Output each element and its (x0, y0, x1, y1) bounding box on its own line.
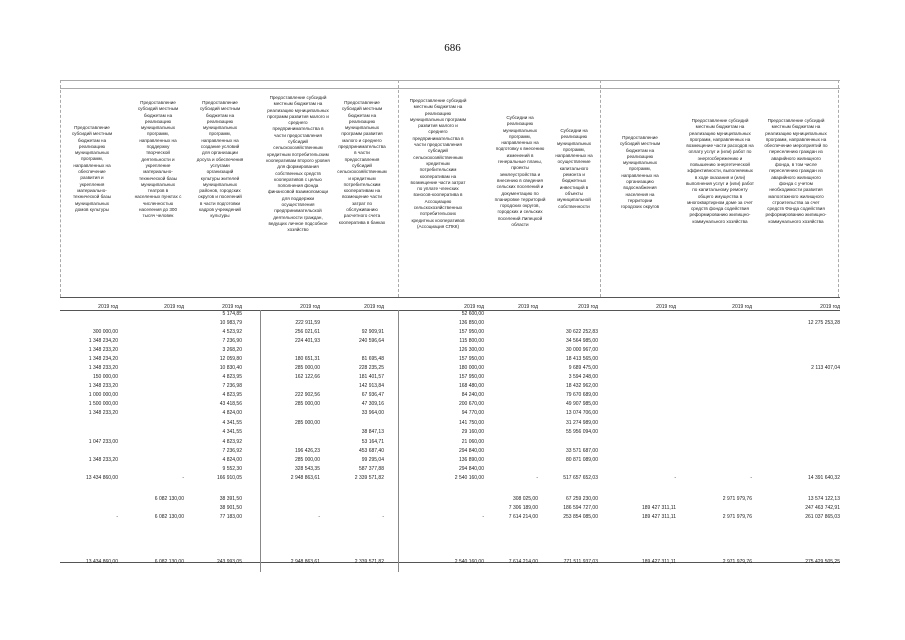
table-cell: 2 948 863,61 (290, 559, 320, 565)
table-cell: 7 614 214,00 (508, 514, 538, 520)
column-separator (398, 310, 399, 572)
table-cell: 162 122,66 (294, 374, 320, 380)
year-label: 2019 год (164, 304, 184, 310)
table-cell: 261 037 865,03 (805, 514, 840, 520)
table-cell: 81 695,48 (361, 356, 384, 362)
table-cell: 141 750,00 (458, 420, 484, 426)
table-cell: 168 480,00 (458, 383, 484, 389)
table-cell: 80 871 089,00 (566, 457, 598, 463)
table-cell: 55 956 094,00 (566, 429, 598, 435)
table-cell: 1 047 233,00 (88, 439, 118, 445)
table-cell: 9 552,30 (222, 466, 242, 472)
year-label: 2019 год (656, 304, 676, 310)
table-cell: - (116, 514, 118, 520)
table-cell: 2 971 979,76 (722, 559, 752, 565)
table-cell: 2 540 160,00 (454, 475, 484, 481)
table-cell: 157 950,00 (458, 329, 484, 335)
year-label: 2019 год (518, 304, 538, 310)
column-header: Предоставление субсидий местным бюджетам на реализацию муниципальных программ, направленных на обеспечение развития и укрепления материально- технической базы муниципальных домов культуры (71, 125, 113, 212)
table-cell: 7 614 214,00 (508, 559, 538, 565)
table-cell: 771 511 937,03 (563, 559, 598, 565)
table-cell: 38 391,50 (219, 496, 242, 502)
table-cell: 2 971 979,76 (722, 514, 752, 520)
table-cell: 3 268,20 (222, 347, 242, 353)
table-cell: 222 911,59 (295, 320, 320, 326)
table-cell: 34 564 985,00 (566, 338, 598, 344)
table-cell: 29 160,00 (461, 429, 484, 435)
table-cell: 285 000,00 (294, 457, 320, 463)
table-cell: 10 830,40 (219, 365, 242, 371)
table-cell: 4 823,92 (222, 439, 242, 445)
table-cell: 18 432 962,00 (566, 383, 598, 389)
table-cell: 13 074 706,00 (566, 410, 598, 416)
table-cell: 115 800,00 (459, 338, 484, 344)
table-cell: 31 274 989,00 (566, 420, 598, 426)
table-cell: - (382, 514, 384, 520)
table-cell: 1 348 234,20 (88, 356, 118, 362)
year-label: 2019 год (578, 304, 598, 310)
table-cell: 256 021,61 (294, 329, 320, 335)
table-cell: 1 348 233,20 (88, 410, 118, 416)
year-label: 2019 год (222, 304, 242, 310)
table-cell: 53 164,71 (361, 439, 384, 445)
table-cell: 136 890,00 (458, 457, 484, 463)
table-cell: 189 427 311,11 (641, 505, 676, 511)
table-cell: 4 824,00 (222, 410, 242, 416)
table-cell: 328 543,35 (294, 466, 320, 472)
table-cell: 4 523,92 (222, 329, 242, 335)
table-cell: 136 850,00 (458, 320, 484, 326)
column-separator (600, 80, 601, 297)
table-cell: 222 902,56 (294, 392, 320, 398)
table-cell: 30 622 252,83 (566, 329, 598, 335)
table-cell: 157 950,00 (458, 356, 484, 362)
column-header: Предоставление субсидий местным бюджетам на реализацию муниципальных программ, направленных на возмещение части расходов на оплату услуг и (или) работ по энергосбережению и повышению энергетической эффективности, выполняемых в ходе оказания и (или) выполнения услуг и (или) работ по капитальному ремонту общего имущества в многоквартирном доме за счет средств фонда содействия реформированию жилищно- коммунального хозяйства (685, 118, 755, 224)
table-cell: 2 971 979,76 (722, 496, 752, 502)
table-cell: 9 689 475,00 (568, 365, 598, 371)
table-cell: 7 306 189,00 (508, 505, 538, 511)
table-cell: 7 236,92 (222, 448, 242, 454)
table-cell: 142 913,84 (358, 383, 384, 389)
table-cell: 33 571 687,00 (566, 448, 598, 454)
table-cell: 294 840,00 (458, 466, 484, 472)
table-cell: 2 339 571,82 (354, 559, 384, 565)
table-cell: - (482, 514, 484, 520)
table-cell: 180 000,00 (458, 365, 484, 371)
column-header: Предоставление субсидий местным бюджетам на реализацию муниципальных программ, направленных на организацию водоснабжения населения на территории городских округов (619, 135, 661, 210)
table-cell: 1 348 234,20 (88, 338, 118, 344)
table-cell: 67 259 230,00 (566, 496, 598, 502)
column-header: Предоставление субсидий местным бюджетам на реализацию муниципальных программ, направленных на обеспечение мероприятий по переселению граждан из аварийного жилищного фонда, в том числе переселению граждан из аварийного жилищного фонда с учетом необходимости развития малоэтажного жилищного строительства за счет средств Фонда содействия реформированию жилищно- коммунального хозяйства (764, 118, 828, 224)
table-cell: - (182, 475, 184, 481)
table-cell: 84 240,00 (461, 392, 484, 398)
table-cell: 196 426,23 (294, 448, 320, 454)
table-cell: 285 000,00 (294, 401, 320, 407)
column-separator (398, 80, 399, 297)
table-cell: 92 909,91 (361, 329, 384, 335)
table-rule (60, 297, 840, 298)
table-cell: 200 670,00 (458, 401, 484, 407)
table-cell: 6 082 130,00 (154, 559, 184, 565)
table-cell: 157 950,00 (458, 374, 484, 380)
table-cell: 4 341,55 (222, 429, 242, 435)
table-cell: 4 341,55 (222, 420, 242, 426)
column-header: Субсидии на реализацию муниципальных программ, направленных на осуществление капитального ремонта и бюджетных инвестиций в объекты муниципальной собственности (555, 128, 593, 209)
year-label: 2019 год (98, 304, 118, 310)
table-cell: - (318, 514, 320, 520)
table-cell: 13 434 860,00 (86, 559, 118, 565)
table-cell: 43 418,56 (219, 401, 242, 407)
table-cell: 14 391 640,32 (808, 475, 840, 481)
table-cell: 517 657 652,03 (563, 475, 598, 481)
table-cell: 150 000,00 (92, 374, 118, 380)
table-cell: 180 651,31 (294, 356, 320, 362)
table-cell: 49 907 985,00 (566, 401, 598, 407)
column-header: Предоставление субсидий местным бюджетам на реализацию муниципальных программ, направленных на поддержку творческой деятельности и укрепление материально- технической базы муниципальных театров в населенных пунктах с численностью населения до 300 тысяч человек (134, 100, 182, 219)
table-cell: 38 901,50 (219, 505, 242, 511)
table-cell: 2 113 407,04 (811, 365, 840, 371)
year-label: 2019 год (820, 304, 840, 310)
table-cell: 275 429 505,25 (805, 559, 840, 565)
column-header: Предоставление субсидий местным бюджетам на реализацию муниципальных программ развития малого и среднего предпринимательства в части предоставления субсидий сельскохозяйственным кредитным потребительским кооперативам на возмещение части затрат по уплате членских взносов-кооператива в Ассоциацию сельскохозяйственных потребительских кредитных кооперативов (Ассоциация СПКК) (409, 98, 467, 229)
table-cell: 38 847,13 (361, 429, 384, 435)
table-cell: 77 183,00 (219, 514, 242, 520)
table-cell: 294 840,00 (458, 448, 484, 454)
table-cell: 3 594 248,00 (568, 374, 598, 380)
table-cell: 7 236,98 (222, 383, 242, 389)
table-cell: 30 000 967,00 (566, 347, 598, 353)
table-cell: 2 948 863,61 (290, 475, 320, 481)
year-label: 2019 год (464, 304, 484, 310)
table-cell: 2 339 571,82 (354, 475, 384, 481)
table-cell: 1 500 000,00 (88, 401, 118, 407)
year-label: 2019 год (364, 304, 384, 310)
table-cell: 587 377,88 (358, 466, 384, 472)
column-separator (838, 80, 839, 297)
page-number: 686 (444, 42, 461, 54)
table-cell: 243 993,05 (216, 559, 242, 565)
table-cell: 1 348 233,20 (88, 347, 118, 353)
table-cell: 52 600,00 (461, 311, 484, 317)
table-cell: 224 401,93 (294, 338, 320, 344)
table-cell: 1 348 233,20 (88, 383, 118, 389)
table-rule (60, 88, 840, 89)
table-cell: 228 235,25 (358, 365, 384, 371)
table-cell: 10 983,79 (219, 320, 242, 326)
table-cell: 285 000,00 (294, 365, 320, 371)
table-cell: 1 348 233,20 (88, 365, 118, 371)
table-cell: 453 687,40 (358, 448, 384, 454)
table-cell: 308 025,00 (512, 496, 538, 502)
table-cell: 6 082 130,00 (154, 496, 184, 502)
table-cell: 12 059,80 (219, 356, 242, 362)
table-cell: 5 174,85 (222, 311, 242, 317)
table-cell: - (750, 475, 752, 481)
table-cell: 67 936,47 (361, 392, 384, 398)
year-label: 2019 год (732, 304, 752, 310)
table-cell: 79 670 689,00 (566, 392, 598, 398)
table-cell: 240 596,64 (358, 338, 384, 344)
table-cell: 285 000,00 (294, 420, 320, 426)
table-cell: 300 000,00 (92, 329, 118, 335)
table-cell: 94 770,00 (461, 410, 484, 416)
table-cell: 6 082 130,00 (154, 514, 184, 520)
table-cell: 33 964,00 (361, 410, 384, 416)
column-header: Предоставление субсидий местным бюджетам на реализацию муниципальных программ развития малого и среднего предпринимательства в части предоставления субсидий сельскохозяйственным и кредитным потребительским кооперативам на возмещение части затрат по обслуживанию расчетного счета кооператива в банках (337, 100, 387, 225)
table-cell: 253 854 085,00 (563, 514, 598, 520)
table-cell: - (674, 475, 676, 481)
table-cell: 189 427 311,11 (641, 559, 676, 565)
table-cell: 47 309,16 (361, 401, 384, 407)
column-separator (60, 80, 61, 297)
table-cell: 12 275 253,28 (808, 320, 840, 326)
table-cell: 4 823,95 (222, 392, 242, 398)
table-cell: - (536, 475, 538, 481)
table-cell: 189 427 311,11 (641, 514, 676, 520)
table-cell: 99 295,04 (361, 457, 384, 463)
table-cell: 1 348 233,20 (88, 457, 118, 463)
table-cell: 4 824,00 (222, 457, 242, 463)
column-separator (260, 310, 261, 572)
table-cell: 166 910,05 (216, 475, 242, 481)
table-rule (60, 80, 840, 81)
column-header: Субсидии на реализацию муниципальных программ, направленных на подготовку к внесению изменений в генеральные планы, проекты землеустройства и внесению в сведения сельских поселений и документацию по планировке территорий городских округов, городских и сельских поселений Липецкой области (494, 115, 546, 228)
table-cell: 7 236,90 (222, 338, 242, 344)
column-header: Предоставление субсидий местным бюджетам на реализацию муниципальных программ, направленных на создание условий для организации досуга и обеспечения услугами организаций культуры жителей муниципальных районов, городских округов и поселений в части подготовки кадров учреждений культуры (196, 100, 244, 219)
table-cell: 13 434 860,00 (86, 475, 118, 481)
table-cell: 126 300,00 (458, 347, 484, 353)
table-cell: 186 594 727,00 (563, 505, 598, 511)
table-cell: 21 060,00 (461, 439, 484, 445)
table-cell: 2 540 160,00 (454, 559, 484, 565)
table-cell: 18 413 565,00 (566, 356, 598, 362)
table-cell: 181 401,57 (358, 374, 384, 380)
column-header: Предоставление субсидий местным бюджетам на реализацию муниципальных программ развития малого и среднего предпринимательства в части предоставления субсидий сельскохозяйственным кредитным потребительским кооперативам второго уровня для формирования собственных средств кооперативов с целью пополнения фонда финансовой взаимопомощи для поддержки осуществления предпринимательской деятельности граждан, ведущих личное подсобное хозяйство (266, 95, 330, 233)
year-label: 2019 год (300, 304, 320, 310)
table-cell: 247 463 742,91 (805, 505, 840, 511)
table-cell: 13 574 122,13 (808, 496, 840, 502)
table-cell: 4 823,95 (222, 374, 242, 380)
table-cell: 1 000 000,00 (88, 392, 118, 398)
